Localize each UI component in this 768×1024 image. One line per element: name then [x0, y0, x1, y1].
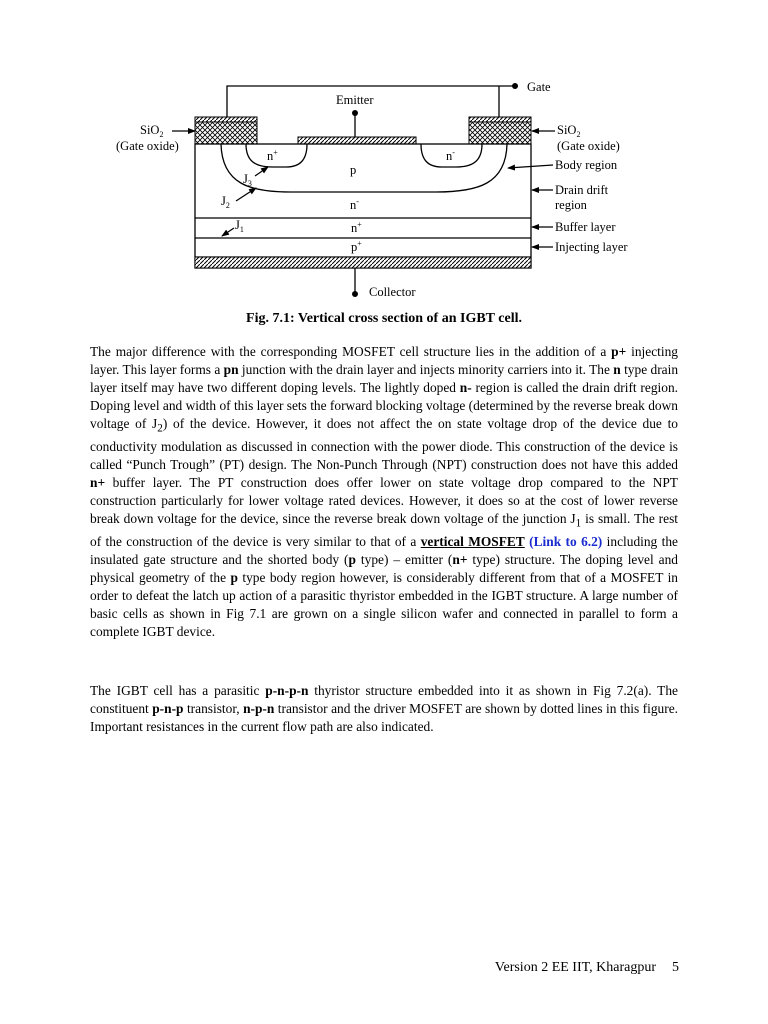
paragraph1-run-13: 1	[575, 517, 582, 530]
paragraph-1: The major difference with the corresponding MOSFET cell structure lies in the addition of a p+ injecting layer. This layer forms a pn junction with the drain layer and injects minority carriers into it. The n type drain layer itself may have two different doping levels. The lightly doped n- region is called the drain drift region. Doping level and width of this layer sets the forward blocking voltage (determined by the reverse break down voltage of $J_2$) of the device. However, it does not affect the on state voltage drop of the device due to conductivity modulation as discussed in connection with the power diode. This construction of the device is called “Punch Trough” (PT) design. The Non-Punch Through (NPT) construction does not have this added n+ buffer layer. The PT construction does offer lower on state voltage drop compared to the NPT construction particularly for lower voltage rated devices. However, it does so at the cost of lower reverse break down voltage for the device, since the reverse break down voltage of the junction $J_1$ is small. The rest of the construction of the device is very similar to that of a vertical MOSFET (Link to 6.2) including the insulated gate structure and the shorted body (p type) – emitter (n+ type) structure. The doping level and physical geometry of the p type body region however, is considerably different from that of a MOSFET in order to defeat the latch up action of a parasitic thyristor embedded in the IGBT structure. A large number of basic cells as shown in Fig 7.1 are grown on a single silicon wafer and connected in parallel to form a complete IGBT device.	[90, 344, 679, 639]
paragraph1-run-23: p	[230, 570, 238, 586]
paragraph1-run-19: p	[348, 552, 356, 568]
j2-arrow	[236, 188, 256, 201]
n-plus-left-label: n+	[267, 148, 278, 163]
gate-oxide-right-label: (Gate oxide)	[557, 139, 620, 153]
j1-label: $J_1$	[235, 218, 244, 234]
sio2-right-label: SiO$_2$	[557, 123, 581, 139]
sio2-left-label: SiO$_2$	[140, 123, 164, 139]
emitter-metal	[298, 137, 416, 144]
paragraph2-run-1: p-n-p-n	[265, 683, 309, 698]
j3-label: $J_3$	[243, 172, 252, 188]
gate-electrode-right	[469, 117, 531, 122]
paragraph1-run-3: pn	[223, 361, 239, 377]
collector-label: Collector	[369, 285, 416, 299]
drain-drift-label-1: Drain drift	[555, 183, 609, 197]
j3-arrow	[255, 167, 268, 176]
drain-drift-label-2: region	[555, 198, 587, 212]
gate-electrode-left	[195, 117, 257, 122]
gate-label: Gate	[527, 80, 551, 94]
n-drift-label: n-	[350, 197, 359, 212]
paragraph1-run-1: p+	[611, 344, 627, 359]
paragraph1-run-11: n+	[90, 475, 106, 491]
page-number: 5	[672, 960, 679, 975]
emitter-label: Emitter	[336, 93, 374, 107]
igbt-cross-section-diagram	[0, 0, 768, 305]
injecting-layer-label: Injecting layer	[555, 240, 628, 254]
device-body	[195, 144, 531, 268]
paragraph-2: The IGBT cell has a parasitic p-n-p-n thyristor structure embedded into it as shown in Fig 7.2(a). The constituent p-n-p transistor, n-p-n transistor and the driver MOSFET are shown by dotted lines in this figure. Important resistances in the current flow path are also indicated.	[90, 683, 678, 734]
p-inject-label: p+	[351, 239, 362, 254]
link-to-6-2[interactable]: (Link to 6.2)	[529, 534, 603, 550]
p-body-region	[221, 144, 507, 192]
footer-version: Version 2 EE IIT, Kharagpur	[494, 960, 656, 975]
j1-arrow	[222, 228, 234, 236]
paragraph2-run-3: p-n-p	[152, 700, 184, 716]
collector-terminal	[352, 291, 358, 297]
collector-metal	[195, 257, 531, 268]
n-buffer-label: n+	[351, 220, 362, 235]
paragraph2-run-5: n-p-n	[243, 700, 275, 716]
body-region-label: Body region	[555, 158, 618, 172]
sio2-left	[195, 122, 257, 144]
gate-terminal	[512, 83, 518, 89]
page-footer	[495, 960, 679, 976]
j2-label: $J_2$	[221, 194, 230, 210]
figure-caption: Fig. 7.1: Vertical cross section of an IGBT cell.	[246, 311, 522, 326]
paragraph1-run-21: n+	[452, 552, 468, 568]
sio2-right	[469, 122, 531, 144]
buffer-layer-label: Buffer layer	[555, 220, 616, 234]
paragraph1-run-7: n-	[459, 379, 472, 395]
paragraph1-run-5: n	[613, 361, 621, 377]
gate-oxide-left-label: (Gate oxide)	[116, 139, 179, 153]
paragraph1-run-9: 2	[157, 422, 163, 435]
paragraph1-run-15: vertical MOSFET	[420, 534, 525, 550]
p-body-label: p	[350, 163, 357, 177]
n-right-label: n-	[446, 148, 455, 163]
emitter-terminal	[352, 110, 358, 116]
